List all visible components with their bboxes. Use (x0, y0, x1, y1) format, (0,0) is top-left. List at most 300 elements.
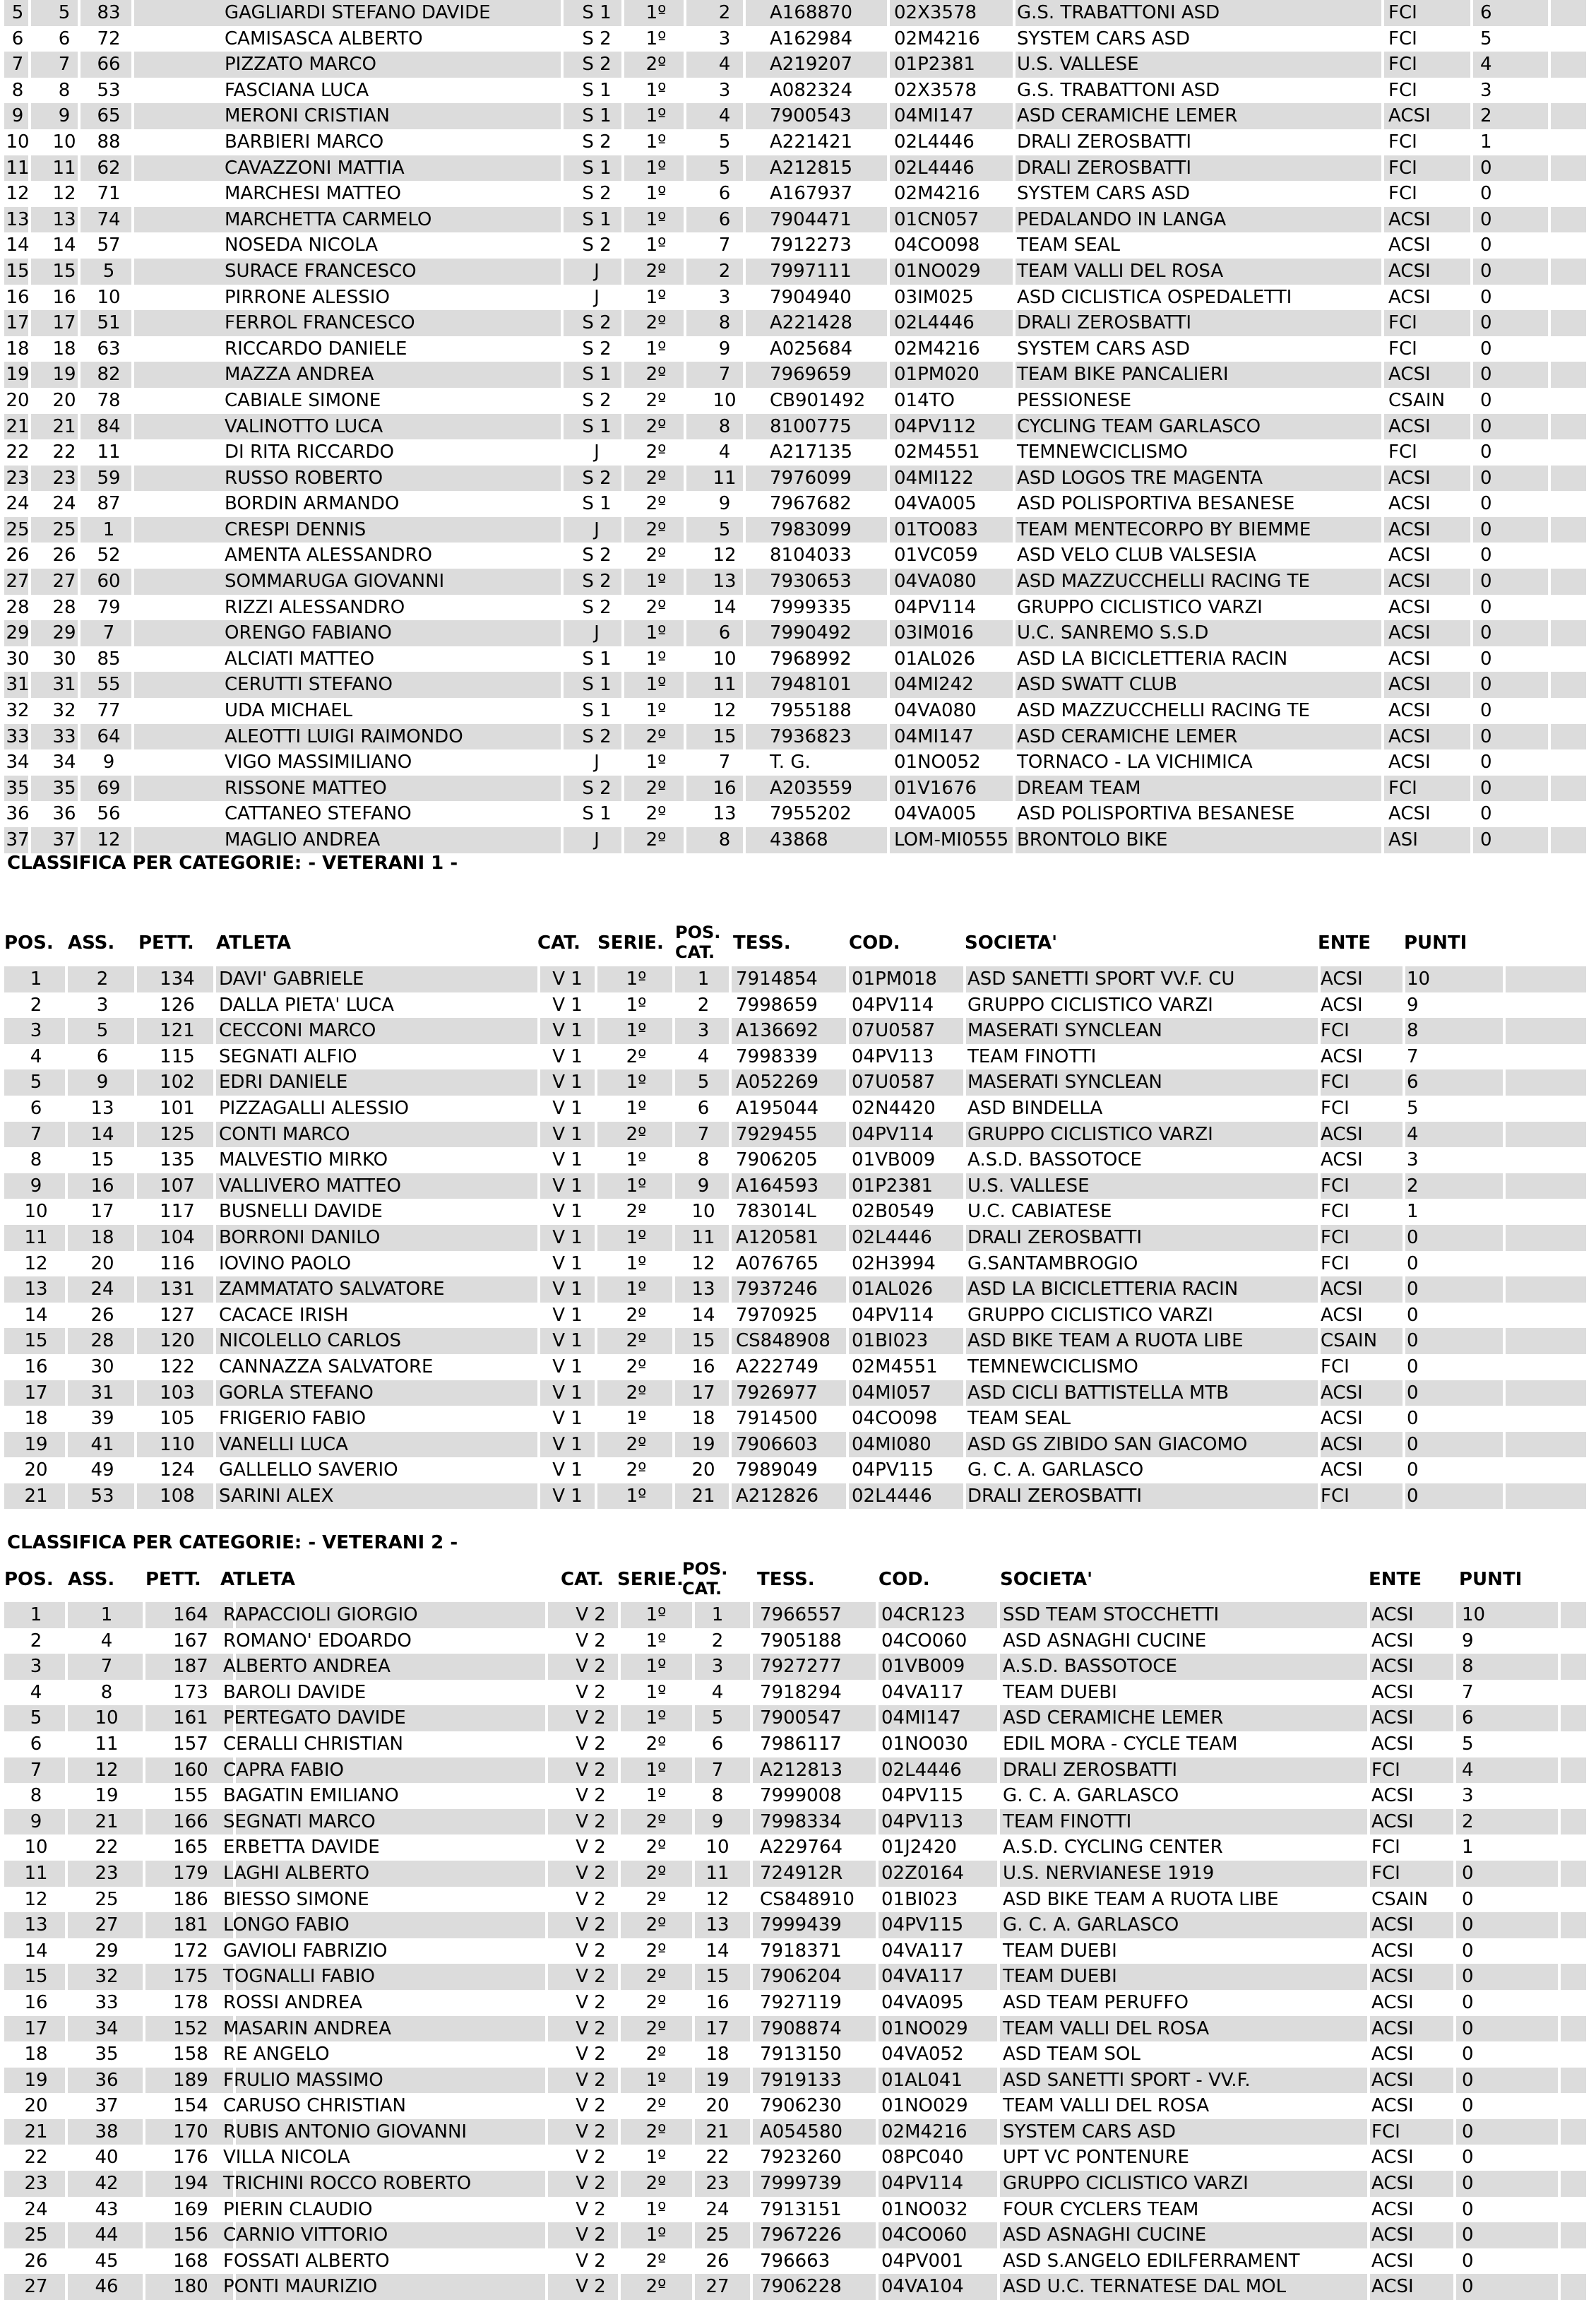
cell-club: GRUPPO CICLISTICO VARZI (965, 1122, 1321, 1148)
cell-athlete: CERALLI CHRISTIAN (223, 1733, 404, 1755)
cell-category-position: 12 (705, 1888, 729, 1910)
cell-club-code: 01AL026 (849, 1276, 966, 1303)
cell-category: S 2 (569, 52, 624, 78)
cell-pos: 29 (4, 620, 31, 646)
cell-club-code: 01AL026 (894, 648, 975, 670)
header-athlete: ATLETA (216, 932, 292, 954)
cell-athlete: MASARIN ANDREA (220, 2016, 548, 2042)
cell-category-position: 19 (675, 1432, 732, 1458)
cell-pos: 2 (30, 994, 42, 1016)
cell-club-code: 01J2420 (881, 1837, 957, 1859)
cell-category: S 1 (569, 362, 624, 388)
cell-pett: 160 (145, 1757, 236, 1784)
cell-pos: 13 (4, 207, 31, 233)
cell-pett: 186 (173, 1888, 208, 1910)
table-row (4, 1406, 1586, 1432)
table-row (4, 672, 1586, 698)
cell-club-code: 02X3578 (894, 79, 977, 101)
cell-series: 2º (626, 259, 686, 285)
cell-ass: 26 (90, 1304, 114, 1326)
cell-license: 7970925 (736, 1304, 818, 1326)
cell-category: V 1 (552, 1252, 583, 1274)
cell-license: 7923260 (760, 2147, 842, 2169)
cell-category-position: 5 (703, 155, 746, 182)
cell-category: V 1 (537, 1018, 597, 1044)
cell-pett: 131 (138, 1276, 216, 1303)
cell-entity: ACSI (1371, 1785, 1414, 1807)
cell-ass: 24 (68, 1276, 137, 1303)
table-row (4, 1731, 1586, 1757)
cell-pos: 19 (4, 1432, 68, 1458)
cell-category: V 2 (561, 1602, 621, 1628)
cell-pos: 5 (4, 1069, 68, 1096)
cell-category: S 2 (582, 131, 612, 153)
table-row (4, 2171, 1586, 2197)
cell-athlete: SARINI ALEX (216, 1483, 540, 1510)
cell-category-position: 9 (675, 1173, 732, 1199)
cell-ass: 35 (48, 776, 81, 802)
table-row (4, 129, 1586, 155)
cell-category: V 2 (576, 1940, 606, 1962)
cell-athlete: MALVESTIO MIRKO (219, 1149, 388, 1171)
cell-category: S 1 (582, 803, 612, 825)
table-row (4, 1964, 1586, 1990)
cell-series: 2º (645, 441, 667, 463)
cell-ass: 19 (48, 362, 81, 388)
cell-club: A.S.D. BASSOTOCE (967, 1149, 1142, 1171)
cell-license: 7990492 (767, 620, 890, 646)
cell-points: 0 (1477, 672, 1551, 698)
cell-club: UPT VC PONTENURE (1003, 2147, 1189, 2169)
cell-pos: 10 (6, 131, 30, 153)
cell-license: 7914500 (736, 1408, 818, 1430)
cell-points: 0 (1480, 183, 1492, 205)
cell-series: 1º (626, 1097, 647, 1119)
cell-club: ASD MAZZUCCHELLI RACING TE (1014, 569, 1384, 595)
cell-entity: ACSI (1371, 2250, 1414, 2272)
cell-category-position: 15 (675, 1328, 732, 1354)
cell-license: 7989049 (736, 1459, 818, 1481)
cell-series: 2º (626, 362, 686, 388)
cell-category: V 1 (552, 1408, 583, 1430)
table-row (4, 1276, 1586, 1303)
cell-athlete: CARUSO CHRISTIAN (223, 2095, 406, 2117)
cell-club: TEAM DUEBI (1000, 1964, 1370, 1990)
cell-series: 1º (597, 1483, 675, 1510)
cell-category: S 2 (569, 724, 624, 750)
cell-club: TEAM DUEBI (1003, 1681, 1117, 1703)
cell-category-position: 12 (713, 700, 737, 722)
cell-entity: FCI (1369, 1757, 1456, 1784)
cell-athlete: RE ANGELO (223, 2044, 330, 2065)
cell-points: 0 (1407, 1252, 1419, 1274)
table-row (4, 1096, 1586, 1122)
cell-athlete: MERONI CRISTIAN (222, 103, 564, 129)
cell-club-code: 01VB009 (852, 1149, 936, 1171)
cell-pos: 20 (24, 1459, 48, 1481)
cell-series: 1º (617, 1602, 695, 1628)
table-row (4, 1654, 1586, 1680)
cell-points: 0 (1407, 1408, 1419, 1430)
cell-license: 7906603 (733, 1432, 849, 1458)
cell-club: ASD LOGOS TRE MAGENTA (1014, 466, 1384, 492)
cell-license: 43868 (767, 827, 890, 853)
table-row (4, 1303, 1586, 1329)
cell-club-code: 02H3994 (852, 1252, 936, 1274)
cell-license: 7983099 (767, 517, 890, 543)
cell-club-code: 04PV112 (891, 414, 1016, 440)
cell-license: 7986117 (760, 1733, 842, 1755)
cell-entity: ACSI (1369, 2274, 1456, 2300)
cell-athlete: CATTANEO STEFANO (225, 803, 412, 825)
cell-club-code: 04MI242 (891, 672, 1016, 698)
cell-category: V 2 (561, 1964, 621, 1990)
cell-category-position: 6 (718, 183, 731, 205)
table-row (4, 1457, 1586, 1483)
cell-club-code: 01VC059 (894, 545, 978, 567)
cell-entity: ACSI (1321, 1408, 1363, 1430)
cell-pos: 31 (4, 672, 31, 698)
cell-category: V 2 (576, 1630, 606, 1652)
cell-club: G.S. TRABATTONI ASD (1017, 79, 1220, 101)
cell-club-code: 01AL041 (879, 2068, 1000, 2094)
cell-license: 7999439 (757, 1912, 879, 1938)
header-series: SERIE. (597, 932, 664, 954)
cell-points: 3 (1462, 1785, 1474, 1807)
cell-pett: 104 (138, 1225, 216, 1251)
cell-ass: 21 (48, 414, 81, 440)
cell-points: 0 (1462, 2095, 1474, 2117)
cell-category-position: 4 (703, 52, 746, 78)
cell-pos: 8 (11, 79, 24, 101)
header-club-code: COD. (849, 932, 900, 954)
cell-pett: 82 (83, 362, 134, 388)
cell-club: ASD BINDELLA (967, 1097, 1103, 1119)
cell-category-position: 7 (718, 235, 731, 256)
cell-category: V 1 (552, 1304, 583, 1326)
cell-series: 2º (597, 1328, 675, 1354)
table-row (4, 992, 1586, 1019)
cell-points: 0 (1404, 1225, 1506, 1251)
cell-pett: 101 (160, 1097, 195, 1119)
cell-category-position: 16 (705, 1991, 729, 2013)
cell-pett: 7 (83, 620, 134, 646)
cell-athlete: BORDIN ARMANDO (225, 493, 400, 515)
cell-points: 0 (1459, 2119, 1561, 2145)
cell-category-position: 27 (682, 2274, 753, 2300)
cell-series: 1º (645, 131, 667, 153)
cell-pett: 175 (145, 1964, 236, 1990)
cell-category: S 2 (582, 338, 612, 360)
cell-category: V 1 (537, 1380, 597, 1406)
cell-ass: 53 (68, 1483, 137, 1510)
cell-category: V 2 (576, 2044, 606, 2065)
table-row (4, 2093, 1586, 2119)
cell-category: V 1 (552, 1459, 583, 1481)
table-row (4, 1680, 1586, 1706)
cell-points: 0 (1477, 155, 1551, 182)
cell-ass: 18 (52, 338, 76, 360)
cell-entity: ACSI (1386, 259, 1473, 285)
table-row (4, 698, 1586, 724)
cell-club-code: 04VA080 (894, 700, 977, 722)
table-row (4, 439, 1586, 466)
cell-club-code: 04MI057 (849, 1380, 966, 1406)
cell-athlete: GALLELLO SAVERIO (219, 1459, 398, 1481)
table-row (4, 1912, 1586, 1938)
cell-entity: ACSI (1321, 1459, 1363, 1481)
cell-entity: FCI (1388, 338, 1417, 360)
cell-club: DRALI ZEROSBATTI (965, 1483, 1321, 1510)
cell-category: V 2 (576, 1681, 606, 1703)
cell-pos: 21 (4, 1483, 68, 1510)
cell-club: ASD GS ZIBIDO SAN GIACOMO (965, 1432, 1321, 1458)
cell-entity: FCI (1321, 1252, 1350, 1274)
cell-athlete: CAMISASCA ALBERTO (225, 28, 423, 49)
cell-license: 7900547 (757, 1705, 879, 1731)
cell-club-code: 02B0549 (852, 1201, 935, 1223)
cell-pos: 12 (6, 183, 30, 205)
cell-category-position: 10 (713, 648, 737, 670)
cell-points: 0 (1480, 700, 1492, 722)
cell-points: 0 (1462, 2044, 1474, 2065)
cell-license: A082324 (770, 79, 853, 101)
cell-points: 0 (1404, 1328, 1506, 1354)
cell-club-code: 04CO060 (881, 1630, 967, 1652)
cell-points: 0 (1407, 1304, 1419, 1326)
cell-points: 0 (1477, 620, 1551, 646)
cell-athlete: ORENGO FABIANO (222, 620, 564, 646)
cell-athlete: SEGNATI MARCO (220, 1809, 548, 1835)
cell-points: 4 (1477, 52, 1551, 78)
cell-category: V 1 (537, 1069, 597, 1096)
cell-ass: 8 (100, 1681, 113, 1703)
cell-club: SYSTEM CARS ASD (1000, 2119, 1370, 2145)
cell-entity: ACSI (1321, 1304, 1363, 1326)
cell-category: V 1 (537, 1225, 597, 1251)
cell-club-code: 04MI147 (891, 103, 1016, 129)
cell-license: 7968992 (770, 648, 852, 670)
cell-license: 7913150 (760, 2044, 842, 2065)
table-row (4, 749, 1586, 776)
cell-category-position: 16 (691, 1356, 715, 1377)
table-row (4, 1044, 1586, 1070)
cell-pett: 120 (138, 1328, 216, 1354)
cell-entity: ACSI (1369, 1705, 1456, 1731)
cell-series: 2º (645, 2044, 667, 2065)
cell-license: A222749 (736, 1356, 819, 1377)
cell-category-position: 12 (713, 545, 737, 567)
cell-club: PESSIONESE (1017, 389, 1132, 411)
cell-ass: 44 (68, 2222, 145, 2248)
cell-club-code: 01NO032 (881, 2198, 968, 2220)
cell-pett: 173 (173, 1681, 208, 1703)
cell-ass: 28 (68, 1328, 137, 1354)
cell-entity: FCI (1386, 0, 1473, 26)
cell-club: ASD BIKE TEAM A RUOTA LIBE (1003, 1888, 1279, 1910)
cell-entity: FCI (1318, 1173, 1405, 1199)
cell-entity: FCI (1386, 155, 1473, 182)
cell-entity: ACSI (1371, 1681, 1414, 1703)
cell-points: 0 (1477, 310, 1551, 336)
cell-category-position: 1 (682, 1602, 753, 1628)
cell-series: 2º (645, 1940, 667, 1962)
cell-license: 7969659 (767, 362, 890, 388)
cell-license: A221421 (770, 131, 853, 153)
cell-pett: 56 (97, 803, 121, 825)
cell-category: J (594, 752, 600, 773)
cell-category: V 2 (561, 2222, 621, 2248)
cell-points: 0 (1404, 1276, 1506, 1303)
cell-pett: 62 (83, 155, 134, 182)
cell-category: V 1 (537, 1432, 597, 1458)
cell-pos: 2 (30, 1630, 42, 1652)
cell-license: A025684 (770, 338, 853, 360)
cell-ass: 19 (95, 1785, 119, 1807)
cell-license: 7998339 (736, 1045, 818, 1067)
cell-category-position: 11 (675, 1225, 732, 1251)
cell-pos: 8 (30, 1785, 42, 1807)
cell-license: 7955202 (770, 803, 852, 825)
cell-club: ASD POLISPORTIVA BESANESE (1017, 803, 1295, 825)
cell-entity: ACSI (1388, 286, 1431, 308)
cell-club: GRUPPO CICLISTICO VARZI (967, 1304, 1213, 1326)
cell-pett: 179 (145, 1861, 236, 1887)
table-row (4, 1990, 1586, 2016)
cell-club: U.S. VALLESE (1014, 52, 1384, 78)
cell-pett: 164 (145, 1602, 236, 1628)
cell-ass: 12 (68, 1757, 145, 1784)
table-row (4, 620, 1586, 646)
header-pos: POS. (4, 1569, 54, 1590)
cell-category-position: 26 (705, 2250, 729, 2272)
cell-pett: 108 (138, 1483, 216, 1510)
cell-category: V 2 (561, 2171, 621, 2197)
cell-ass: 36 (52, 803, 76, 825)
cell-ass: 49 (90, 1459, 114, 1481)
cell-ass: 40 (95, 2147, 119, 2169)
cell-category: V 2 (561, 2068, 621, 2094)
cell-club: A.S.D. BASSOTOCE (1000, 1654, 1370, 1680)
cell-series: 2º (645, 2250, 667, 2272)
cell-points: 0 (1404, 1483, 1506, 1510)
header-category-position: POS. CAT. (675, 923, 721, 962)
table-row (4, 310, 1586, 336)
cell-entity: ACSI (1386, 103, 1473, 129)
cell-category-position: 16 (703, 776, 746, 802)
cell-pett: 180 (145, 2274, 236, 2300)
cell-category: V 2 (561, 1654, 621, 1680)
cell-series: 1º (645, 1681, 667, 1703)
cell-pos: 5 (4, 0, 31, 26)
cell-club: MASERATI SYNCLEAN (965, 1018, 1321, 1044)
cell-ass: 5 (48, 0, 81, 26)
cell-points: 0 (1477, 207, 1551, 233)
cell-athlete: BUSNELLI DAVIDE (219, 1201, 383, 1223)
cell-athlete: SURACE FRANCESCO (222, 259, 564, 285)
cell-club-code: 01VB009 (879, 1654, 1000, 1680)
cell-category: V 2 (561, 2119, 621, 2145)
cell-ass: 18 (68, 1225, 137, 1251)
cell-points: 5 (1480, 28, 1492, 49)
cell-entity: FCI (1321, 1097, 1350, 1119)
cell-club: ASD CICLI BATTISTELLA MTB (965, 1380, 1321, 1406)
cell-points: 0 (1459, 2171, 1561, 2197)
cell-pos: 13 (4, 1276, 68, 1303)
cell-pos: 25 (4, 517, 31, 543)
cell-series: 2º (645, 1733, 667, 1755)
cell-license: T. G. (770, 752, 811, 773)
cell-category: J (569, 259, 624, 285)
cell-ass: 3 (96, 994, 109, 1016)
cell-club-code: 04VA117 (881, 1681, 964, 1703)
cell-club: GRUPPO CICLISTICO VARZI (1017, 596, 1263, 618)
cell-series: 1º (597, 966, 675, 992)
cell-series: 2º (626, 517, 686, 543)
cell-category-position: 8 (703, 310, 746, 336)
cell-category-position: 13 (703, 569, 746, 595)
cell-ass: 4 (100, 1630, 113, 1652)
cell-points: 0 (1407, 1356, 1419, 1377)
cell-ass: 23 (68, 1861, 145, 1887)
cell-points: 0 (1462, 1991, 1474, 2013)
cell-series: 1º (626, 103, 686, 129)
cell-pett: 71 (97, 183, 121, 205)
table-row (4, 827, 1586, 853)
cell-club: DRALI ZEROSBATTI (965, 1225, 1321, 1251)
cell-series: 2º (626, 827, 686, 853)
cell-athlete: GAVIOLI FABRIZIO (223, 1940, 388, 1962)
table-row (4, 491, 1586, 517)
cell-ass: 23 (48, 466, 81, 492)
cell-points: 4 (1404, 1122, 1506, 1148)
cell-category: V 2 (576, 2198, 606, 2220)
header-ass: ASS. (68, 1569, 115, 1590)
cell-points: 2 (1404, 1173, 1506, 1199)
cell-series: 2º (597, 1432, 675, 1458)
table-row (4, 1602, 1586, 1628)
cell-series: 1º (597, 1276, 675, 1303)
cell-license: A136692 (733, 1018, 849, 1044)
cell-pett: 126 (160, 994, 195, 1016)
cell-ass: 30 (52, 648, 76, 670)
cell-series: 1º (626, 1252, 647, 1274)
table-row (4, 207, 1586, 233)
cell-category: S 1 (582, 493, 612, 515)
cell-entity: ACSI (1369, 1964, 1456, 1990)
cell-series: 2º (626, 414, 686, 440)
cell-category-position: 5 (703, 517, 746, 543)
cell-athlete: MARCHETTA CARMELO (222, 207, 564, 233)
cell-pos: 15 (4, 1964, 68, 1990)
cell-license: A219207 (767, 52, 890, 78)
cell-pos: 10 (24, 1201, 48, 1223)
cell-pett: 84 (83, 414, 134, 440)
cell-ass: 34 (52, 752, 76, 773)
cell-category: V 2 (576, 2250, 606, 2272)
cell-entity: FCI (1321, 1356, 1350, 1377)
table-row (4, 414, 1586, 440)
table-row (4, 336, 1586, 362)
cell-club: U.C. CABIATESE (967, 1201, 1112, 1223)
cell-club-code: 04VA005 (894, 493, 977, 515)
table-row (4, 78, 1586, 104)
cell-pos: 16 (24, 1356, 48, 1377)
cell-club: ASD LA BICICLETTERIA RACIN (965, 1276, 1321, 1303)
cell-ass: 16 (68, 1173, 137, 1199)
cell-points: 0 (1480, 286, 1492, 308)
table-row (4, 1628, 1586, 1654)
